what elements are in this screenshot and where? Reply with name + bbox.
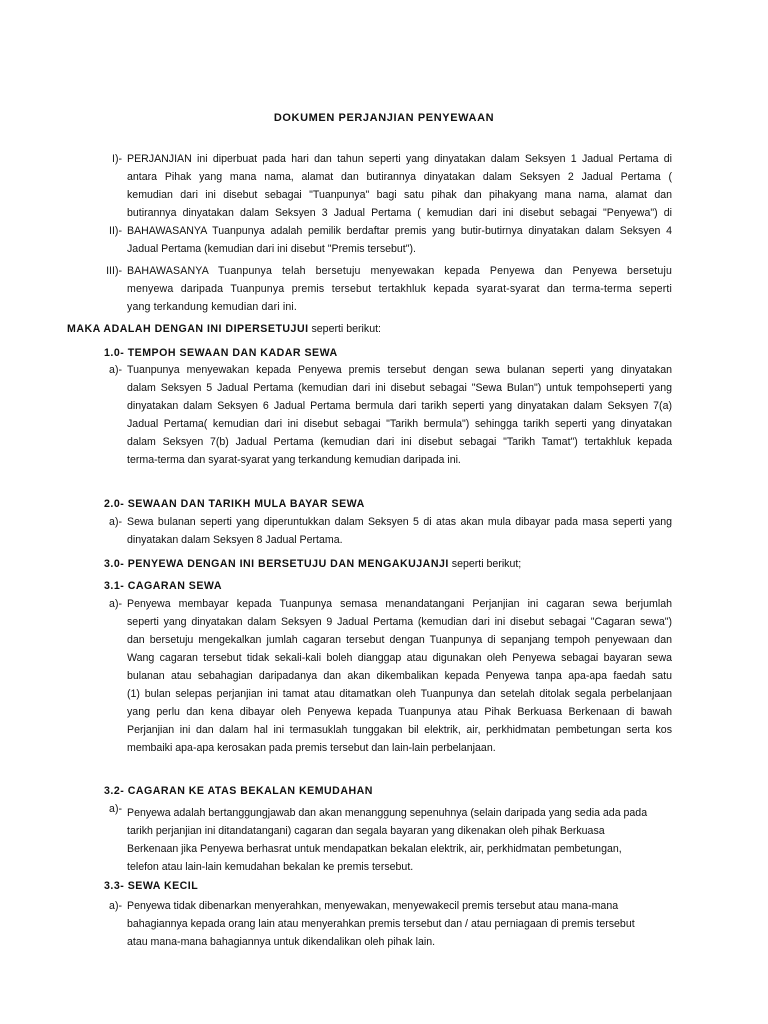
section-2-heading: 2.0- SEWAAN DAN TARIKH MULA BAYAR SEWA	[104, 498, 365, 510]
clause-number-ii: II)-	[109, 225, 122, 237]
agreement-statement	[67, 320, 381, 338]
text-line: tarikh perjanjian ini ditandatangani) cagaran dan segala bayaran yang dikenakan oleh pihak Berkuasa	[127, 825, 605, 837]
section-3-1-text	[127, 595, 672, 757]
text-line: menyewa daripada Tuanpunya premis tersebut tertakhluk kepada syarat-syarat dan terma-terma seperti	[127, 283, 672, 295]
text-line: (1) bulan selepas perjanjian ini tamat atau ditamatkan oleh Tuanpunya dan setelah ditolak segala perbelanjaan	[127, 688, 672, 700]
document-title: DOKUMEN PERJANJIAN PENYEWAAN	[273, 112, 495, 124]
clause-iii-text	[127, 262, 672, 316]
text-line: Sewa bulanan seperti yang diperuntukkan dalam Seksyen 5 di atas akan mula dibayar pada masa seperti yang	[127, 516, 672, 528]
clause-number-i: I)-	[112, 153, 122, 165]
agreement-statement-rest: seperti berikut:	[308, 323, 381, 335]
text-line: kemudian dari ini disebut sebagai "Tuanpunya" bagi satu pihak dan pihakyang mana nama, alamat dan	[127, 189, 672, 201]
text-line: yang perlu dan kena dibayar oleh Penyewa kepada Tuanpunya atau Pihak Berkuasa Berkenaan di bawah	[127, 706, 672, 718]
text-line: BAHAWASANYA Tuanpunya adalah pemilik berdaftar premis yang butir-butirnya dinyatakan dalam Seksyen 4	[127, 225, 672, 237]
section-3-2-heading: 3.2- CAGARAN KE ATAS BEKALAN KEMUDAHAN	[104, 785, 373, 797]
text-line: Jadual Pertama( kemudian dari ini disebut sebagai "Tarikh bermula") sehingga tarikh seperti yang dinyatakan	[127, 418, 672, 430]
text-line: BAHAWASANYA Tuanpunya telah bersetuju menyewakan kepada Penyewa dan Penyewa bersetuju	[127, 265, 672, 277]
text-line: Tuanpunya menyewakan kepada Penyewa premis tersebut dengan sewa bulanan seperti yang dinyatakan	[127, 364, 672, 376]
text-line: dalam Seksyen 5 Jadual Pertama (kemudian dari ini disebut sebagai "Sewa Bulan") untuk tempohseperti yang	[127, 382, 672, 394]
text-line: bahagiannya kepada orang lain atau menyerahkan premis tersebut dan / atau perniagaan di premis tersebut	[127, 918, 635, 930]
text-line: atau mana-mana bahagiannya untuk dikendalikan oleh pihak lain.	[127, 936, 436, 948]
text-line: Perjanjian ini dan dalam hal ini termasuklah tunggakan bil elektrik, air, perkhidmatan pembetungan serta kos	[127, 724, 672, 736]
section-3-2-item-number: a)-	[109, 803, 122, 815]
clause-number-iii: III)-	[106, 265, 122, 277]
section-3-3-item-number: a)-	[109, 900, 122, 912]
section-3-heading-rest: seperti berikut;	[448, 558, 522, 570]
text-line: terma-terma dan syarat-syarat yang terkandung kemudian daripada ini.	[127, 454, 461, 466]
section-3-2-text	[127, 804, 672, 876]
text-line: dinyatakan dalam Seksyen 6 Jadual Pertama bermula dari tarikh seperti yang dinyatakan dalam Seksyen 7(a)	[127, 400, 672, 412]
text-line: PERJANJIAN ini diperbuat pada hari dan tahun seperti yang dinyatakan dalam Seksyen 1 Jadual Pertama di	[127, 153, 672, 165]
section-3-3-heading: 3.3- SEWA KECIL	[104, 880, 199, 892]
text-line: Jadual Pertama (kemudian dari ini disebut "Premis tersebut").	[127, 243, 416, 255]
text-line: dan bersetuju mengekalkan jumlah cagaran tersebut dengan Tuanpunya di sepanjang tempoh penyewaan dan	[127, 634, 672, 646]
section-2-item-number: a)-	[109, 516, 122, 528]
text-line: antara Pihak yang mana nama, alamat dan butirannya dinyatakan dalam Seksyen 2 Jadual Pertama (	[127, 171, 672, 183]
text-line: dinyatakan dalam Seksyen 8 Jadual Pertama.	[127, 534, 343, 546]
text-line: Penyewa tidak dibenarkan menyerahkan, menyewakan, menyewakecil premis tersebut atau mana-mana	[127, 900, 619, 912]
section-1-item-number: a)-	[109, 364, 122, 376]
section-2-text	[127, 513, 672, 549]
clause-ii-text	[127, 222, 672, 258]
text-line: membaiki apa-apa kerosakan pada premis tersebut dan lain-lain perbelanjaan.	[127, 742, 496, 754]
text-line: butirannya dinyatakan dalam Seksyen 3 Jadual Pertama ( kemudian dari ini disebut sebagai "Penyewa") di	[127, 207, 672, 219]
text-line: seperti yang dinyatakan dalam Seksyen 9 Jadual Pertama (kemudian dari ini disebut sebagai "Cagaran sewa")	[127, 616, 672, 628]
text-line: bulanan atau sebahagian daripadanya dan akan dikembalikan kepada Penyewa tanpa apa-apa faedah satu	[127, 670, 672, 682]
section-3-heading	[104, 555, 521, 573]
text-line: Penyewa membayar kepada Tuanpunya semasa menandatangani Perjanjian ini cagaran sewa berjumlah	[127, 598, 672, 610]
text-line: Penyewa adalah bertanggungjawab dan akan menanggung sepenuhnya (selain daripada yang sedia ada pada	[127, 807, 648, 819]
section-1-heading: 1.0- TEMPOH SEWAAN DAN KADAR SEWA	[104, 347, 338, 359]
section-3-heading-bold: 3.0- PENYEWA DENGAN INI BERSETUJU DAN MENGAKUJANJI	[104, 558, 449, 570]
text-line: yang terkandung kemudian dari ini.	[127, 301, 297, 313]
section-3-1-heading: 3.1- CAGARAN SEWA	[104, 580, 222, 592]
section-3-3-text	[127, 897, 672, 951]
section-1-text	[127, 361, 672, 469]
text-line: telefon atau lain-lain kemudahan bekalan ke premis tersebut.	[127, 861, 414, 873]
text-line: dalam Seksyen 7(b) Jadual Pertama (kemudian dari ini disebut sebagai "Tarikh Tamat") tertakhluk kepada	[127, 436, 672, 448]
text-line: Berkenaan jika Penyewa berhasrat untuk mendapatkan bekalan elektrik, air, perkhidmatan pembetungan,	[127, 843, 622, 855]
section-3-1-item-number: a)-	[109, 598, 122, 610]
clause-i-text	[127, 150, 672, 222]
agreement-statement-bold: MAKA ADALAH DENGAN INI DIPERSETUJUI	[67, 323, 309, 335]
text-line: Wang cagaran tersebut tidak sekali-kali boleh dianggap atau digunakan oleh Penyewa sebagai bayaran sewa	[127, 652, 672, 664]
